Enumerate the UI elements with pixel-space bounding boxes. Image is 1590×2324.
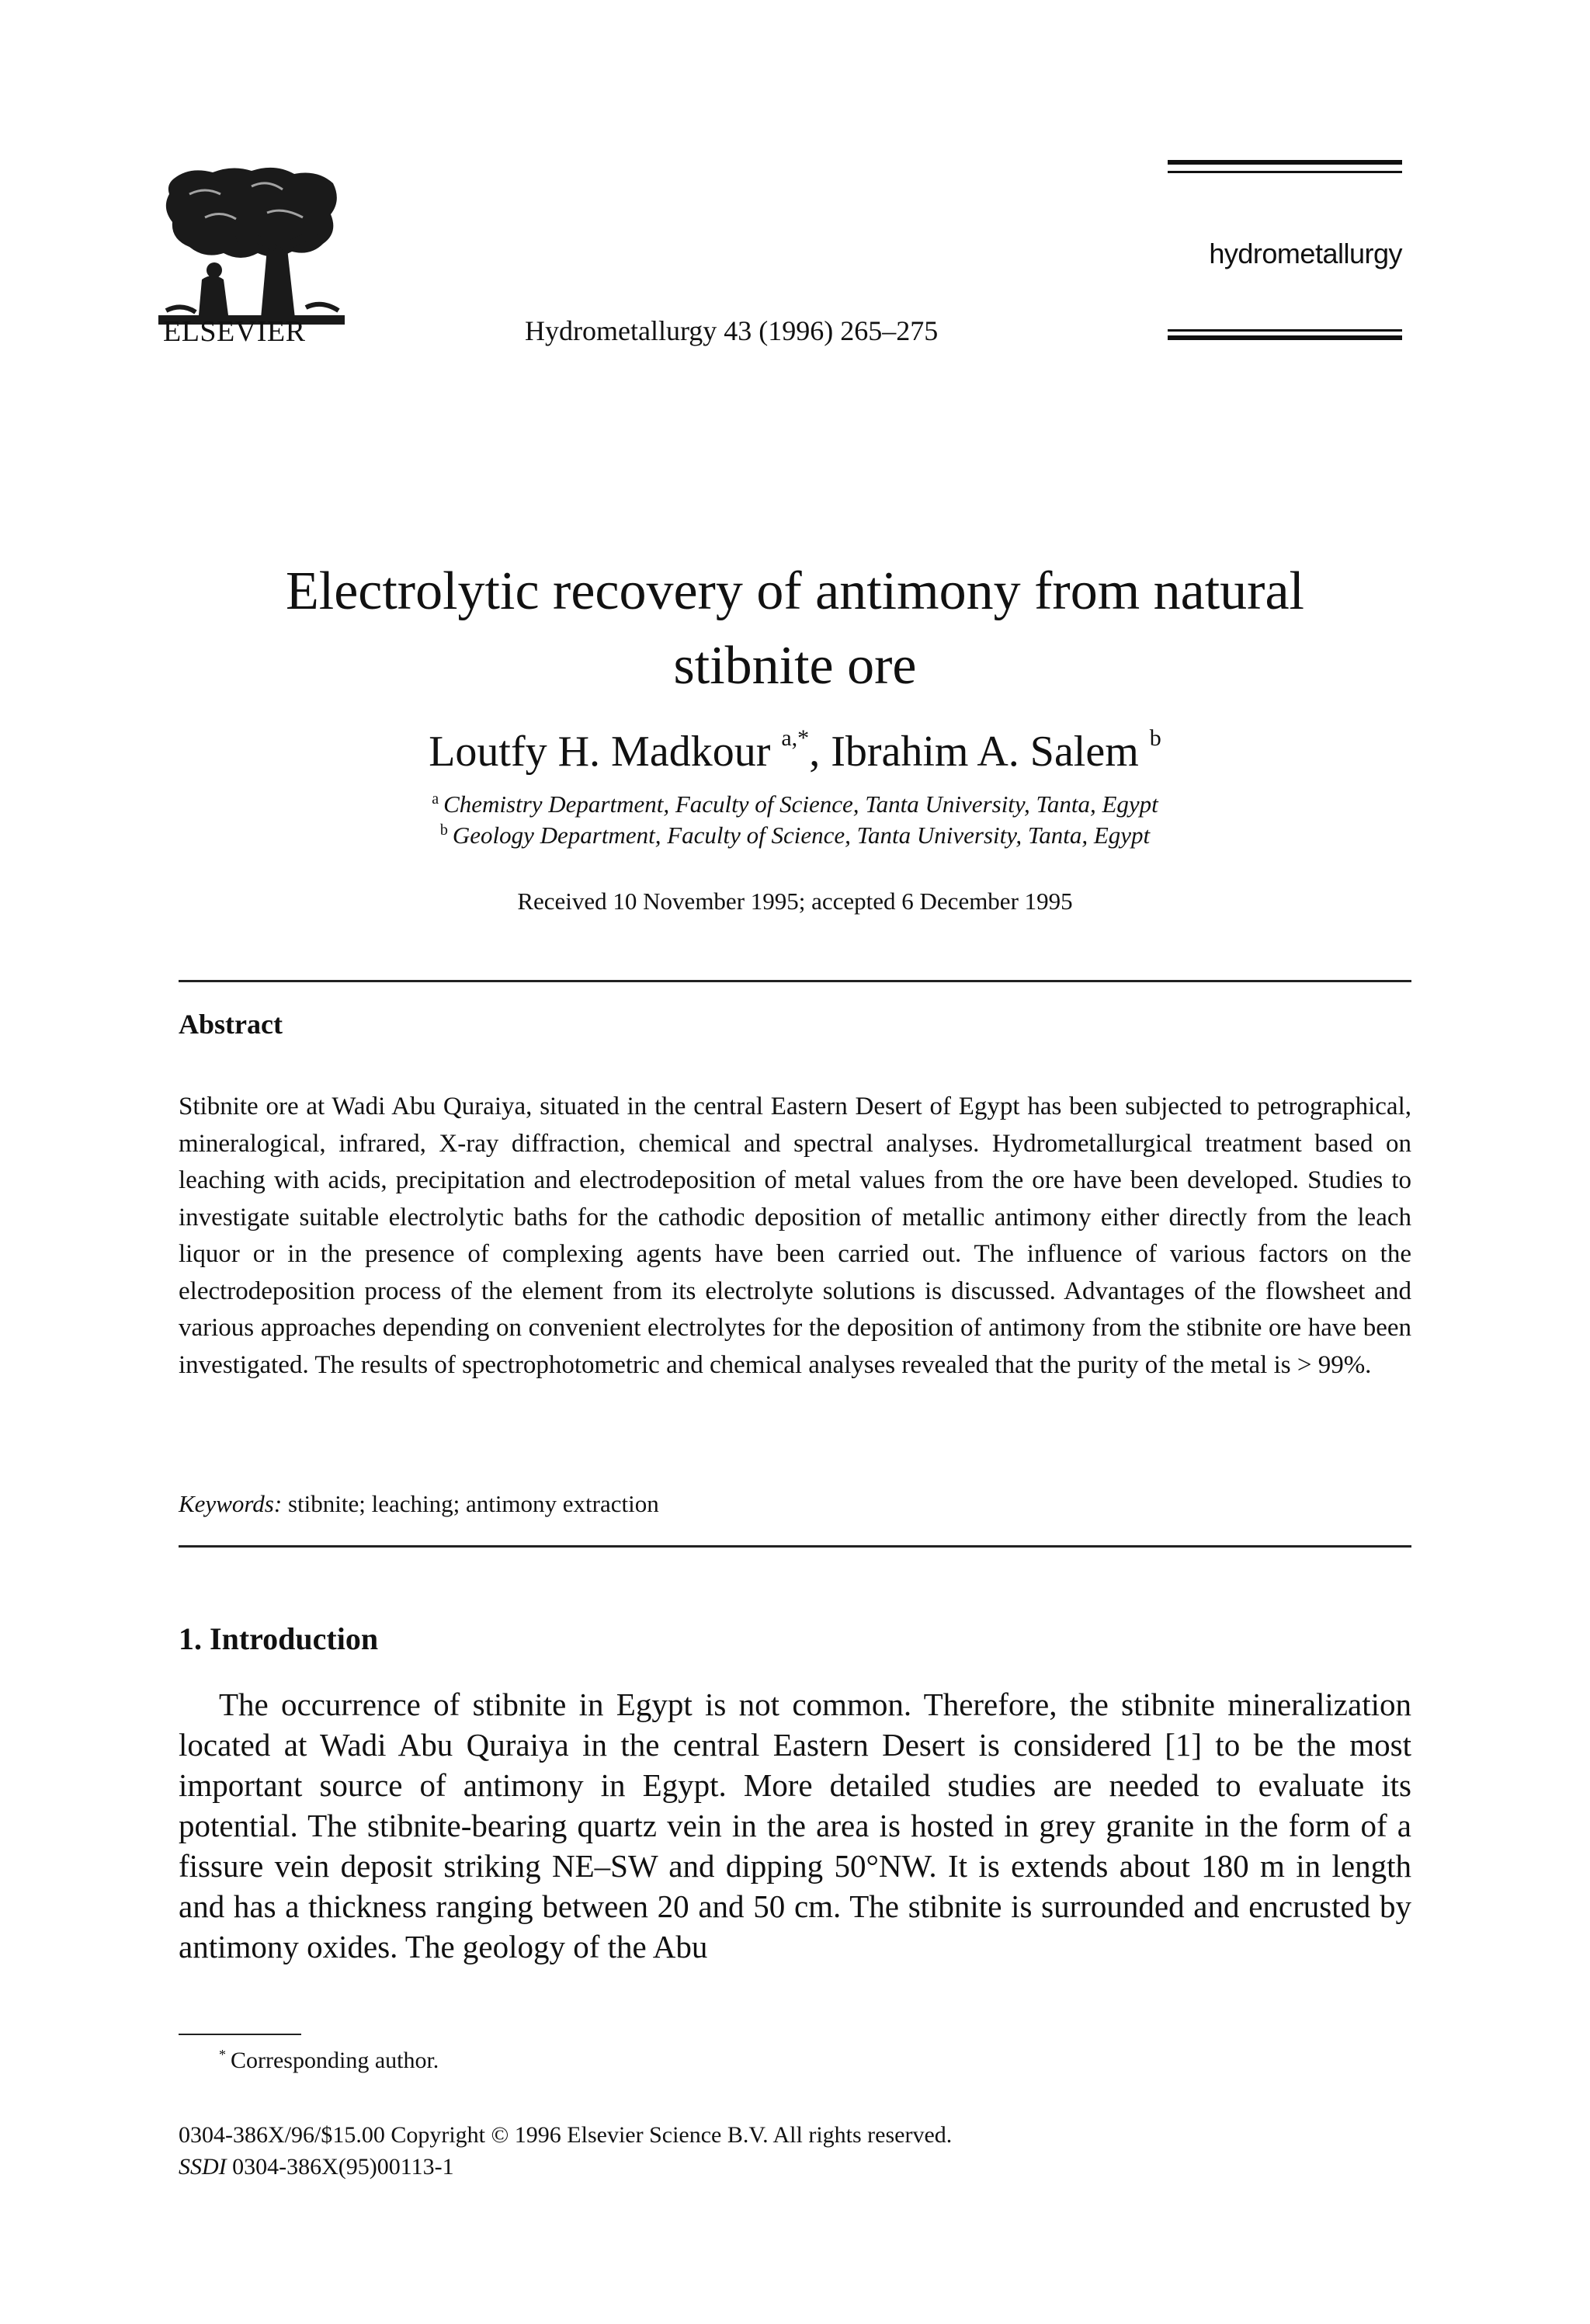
author-separator: , <box>809 728 831 776</box>
copyright-line: 0304-386X/96/$15.00 Copyright © 1996 Elsevier Science B.V. All rights reserved. <box>179 2122 953 2148</box>
affiliation-text: Chemistry Department, Faculty of Science, Tanta University, Tanta, Egypt <box>443 790 1158 818</box>
footnote-rule <box>179 2034 301 2035</box>
footnote <box>219 2048 439 2074</box>
journal-rule-bottom-thick <box>1168 335 1402 340</box>
abstract-text: Stibnite ore at Wadi Abu Quraiya, situated in the central Eastern Desert of Egypt has been subjected to petrographical, mineralogical, infrared, X-ray diffraction, chemical and spectral analyses. Hydrometallurgical treatment based on leaching with acids, precipitation and electrodeposition of metal values from the ore have been developed. Studies to investigate suitable electrolytic baths for the cathodic deposition of metallic antimony either directly from the leach liquor or in the presence of complexing agents have been carried out. The influence of various factors on the electrodeposition process of the element from its electrolyte solutions is discussed. Advantages of the flowsheet and various approaches depending on convenient electrolytes for the deposition of antimony from the stibnite ore have been investigated. The results of spectrophotometric and chemical analyses revealed that the purity of the metal is > 99%. <box>179 1093 1411 1379</box>
affiliation-mark: a <box>432 790 439 808</box>
journal-citation: Hydrometallurgy 43 (1996) 265–275 <box>525 315 939 346</box>
footnote-mark: * <box>219 2047 226 2062</box>
footnote-text: Corresponding author. <box>231 2048 439 2073</box>
author-affiliation-mark: b <box>1149 725 1161 752</box>
journal-rule-top-thin <box>1168 171 1402 173</box>
affiliation-text: Geology Department, Faculty of Science, Tanta University, Tanta, Egypt <box>452 822 1151 849</box>
ssdi-number: 0304-386X(95)00113-1 <box>232 2154 454 2180</box>
received-dates: Received 10 November 1995; accepted 6 December 1995 <box>517 888 1073 915</box>
author-name: Loutfy H. Madkour <box>429 728 771 776</box>
author-affiliation-mark: a,* <box>781 725 810 752</box>
publisher-name: ELSEVIER <box>163 315 306 348</box>
keywords-line <box>179 1490 659 1518</box>
abstract-heading: Abstract <box>179 1009 283 1040</box>
ssdi-label: SSDI <box>179 2154 227 2180</box>
introduction-text: The occurrence of stibnite in Egypt is not common. Therefore, the stibnite mineralization located at Wadi Abu Quraiya in the central Eastern Desert is considered [1] to be the most important source of antimony in Egypt. More detailed studies are needed to evaluate its potential. The stibnite-bearing quartz vein in the area is hosted in grey granite in the form of a fissure vein deposit striking NE–SW and dipping 50°NW. It is extends about 180 m in length and has a thickness ranging between 20 and 50 cm. The stibnite is surrounded and encrusted by antimony oxides. The geology of the Abu <box>179 1687 1411 1964</box>
affiliation-b <box>155 822 1435 849</box>
article-title-line-2: stibnite ore <box>673 636 917 696</box>
section-heading-introduction: 1. Introduction <box>179 1621 379 1656</box>
article-title-line-1: Electrolytic recovery of antimony from natural <box>286 561 1304 621</box>
keywords-label: Keywords: <box>179 1490 283 1517</box>
keywords-list: stibnite; leaching; antimony extraction <box>287 1490 659 1517</box>
journal-name: hydrometallurgy <box>1209 238 1402 269</box>
article-title <box>155 554 1435 703</box>
affiliation-a <box>155 790 1435 818</box>
author-list <box>155 727 1435 776</box>
affiliation-mark: b <box>439 821 448 839</box>
author-name: Ibrahim A. Salem <box>831 728 1139 776</box>
abstract-bottom-rule <box>179 1545 1411 1548</box>
abstract-top-rule <box>179 980 1411 982</box>
elsevier-tree-logo-icon <box>158 163 345 330</box>
journal-rule-top-thick <box>1168 160 1402 165</box>
journal-rule-bottom-thin <box>1168 329 1402 332</box>
ssdi-line <box>179 2154 454 2180</box>
